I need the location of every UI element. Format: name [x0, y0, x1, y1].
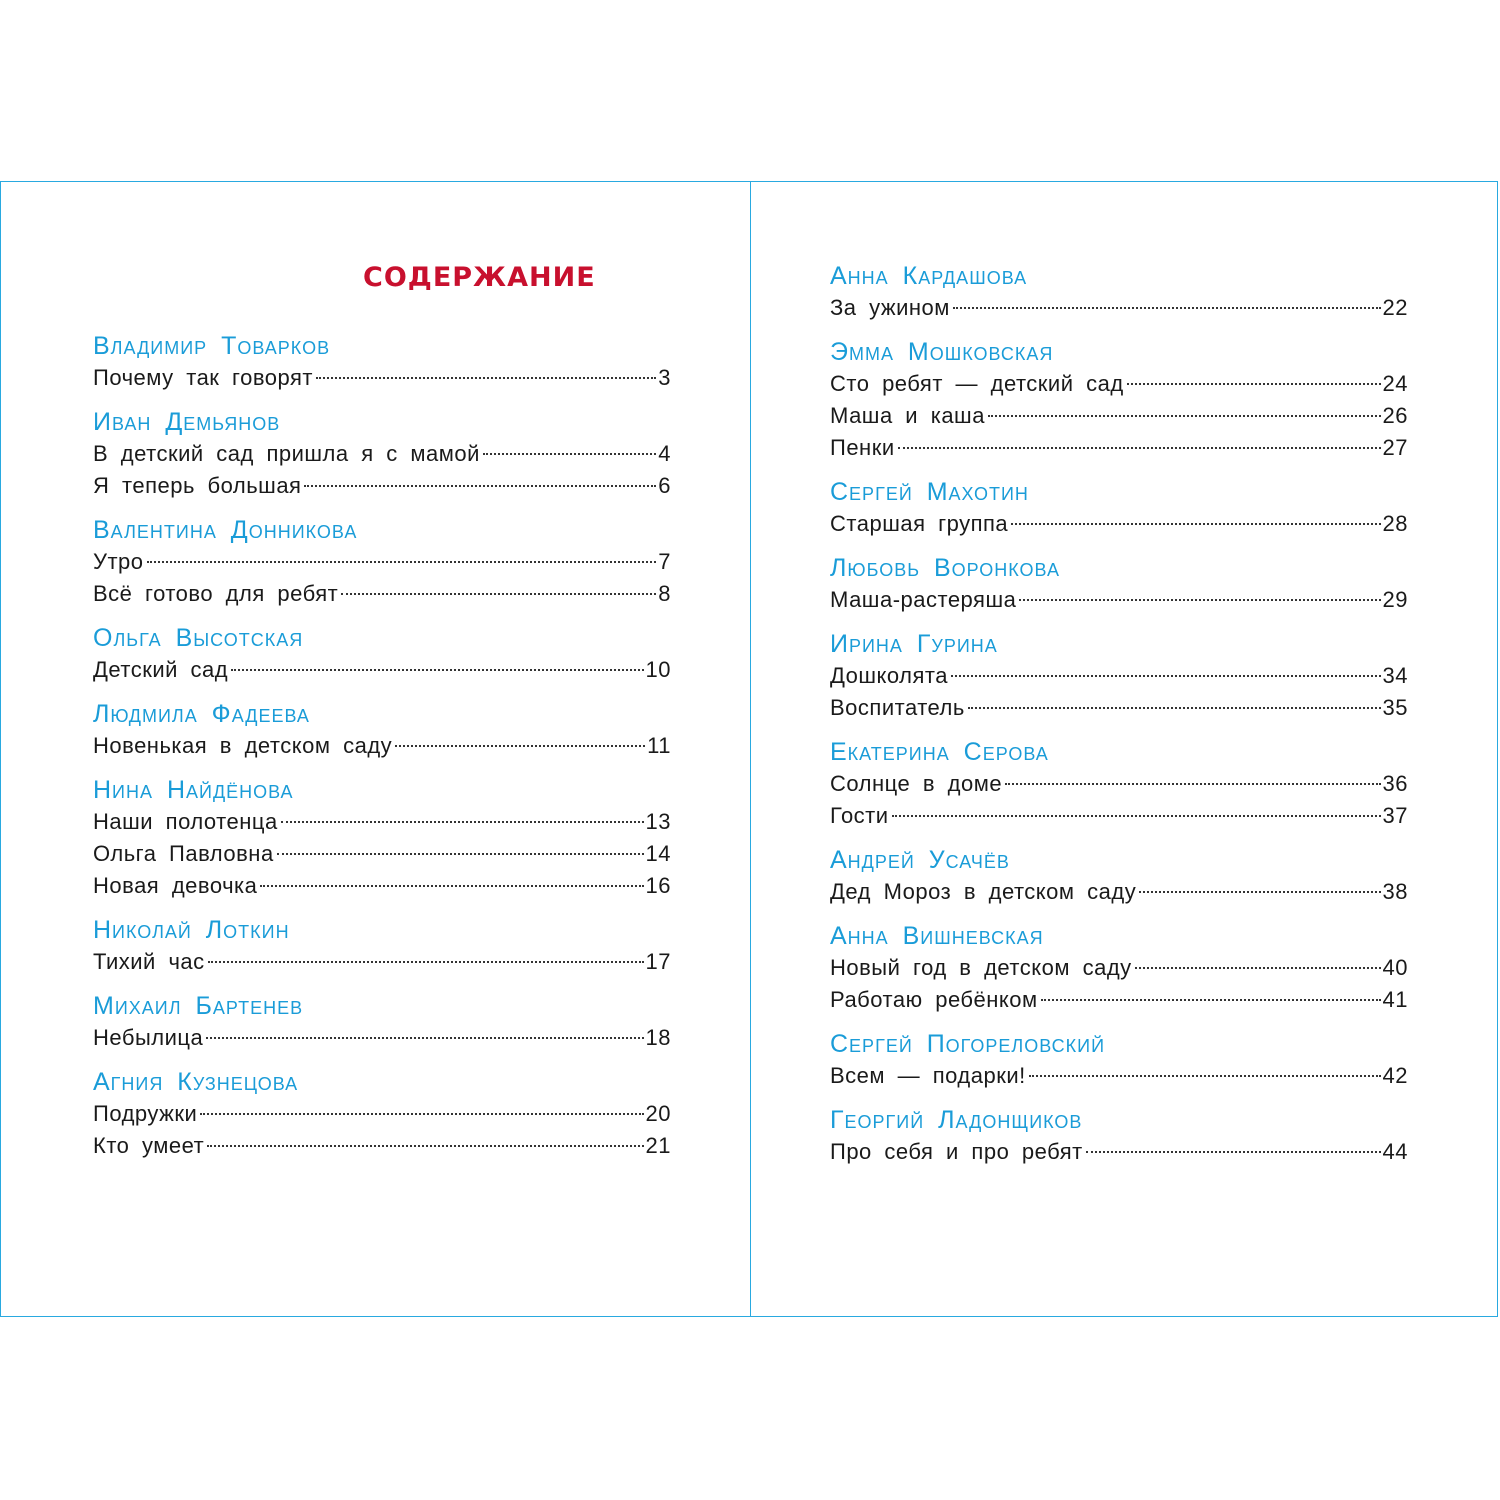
author-name: Нина Найдёнова	[93, 776, 294, 804]
dot-leader	[1011, 523, 1380, 525]
entry-page-number: 34	[1382, 663, 1408, 688]
entry-title: Про себя и про ребят	[830, 1139, 1083, 1164]
author-group	[93, 914, 671, 978]
author-name: Валентина Донникова	[93, 516, 358, 544]
dot-leader	[341, 593, 656, 595]
toc-entry[interactable]	[93, 838, 671, 870]
entry-page-number: 24	[1382, 371, 1408, 396]
toc-entry[interactable]	[830, 1136, 1408, 1168]
dot-leader	[953, 307, 1381, 309]
dot-leader	[1019, 599, 1380, 601]
entry-title: Солнце в доме	[830, 771, 1003, 796]
entry-page-number: 40	[1382, 955, 1408, 980]
entry-title: Сто ребят — детский сад	[830, 371, 1124, 396]
toc-list-left	[93, 330, 671, 1174]
author-group	[830, 736, 1408, 832]
author-group	[830, 1104, 1408, 1168]
entry-title: Подружки	[93, 1101, 198, 1126]
entry-title: Маша-растеряша	[830, 587, 1017, 612]
entry-title: Наши полотенца	[93, 809, 278, 834]
author-name: Агния Кузнецова	[93, 1068, 299, 1096]
entry-page-number: 27	[1382, 435, 1408, 460]
author-group	[93, 698, 671, 762]
toc-entry[interactable]	[93, 578, 671, 610]
entry-title: Небылица	[93, 1025, 204, 1050]
dot-leader	[1086, 1151, 1381, 1153]
author-name: Екатерина Серова	[830, 738, 1049, 766]
dot-leader	[208, 961, 644, 963]
author-name: Эмма Мошковская	[830, 338, 1054, 366]
author-group	[93, 774, 671, 902]
author-name: Людмила Фадеева	[93, 700, 310, 728]
entry-title: За ужином	[830, 295, 950, 320]
toc-entry[interactable]	[93, 546, 671, 578]
toc-entry[interactable]	[830, 432, 1408, 464]
author-name: Анна Вишневская	[830, 922, 1044, 950]
entry-title: Кто умеет	[93, 1133, 205, 1158]
entry-page-number: 37	[1382, 803, 1408, 828]
author-group	[830, 628, 1408, 724]
dot-leader	[1005, 783, 1380, 785]
entry-page-number: 7	[658, 549, 671, 574]
toc-entry[interactable]	[93, 362, 671, 394]
author-name: Анна Кардашова	[830, 262, 1028, 290]
dot-leader	[147, 561, 657, 563]
entry-title: Дошколята	[830, 663, 948, 688]
dot-leader	[200, 1113, 643, 1115]
entry-title: Я теперь большая	[93, 473, 302, 498]
dot-leader	[207, 1145, 643, 1147]
entry-title: Новый год в детском саду	[830, 955, 1132, 980]
dot-leader	[395, 745, 645, 747]
entry-title: Утро	[93, 549, 144, 574]
entry-page-number: 41	[1382, 987, 1408, 1012]
entry-page-number: 18	[645, 1025, 671, 1050]
page-gutter	[750, 182, 751, 1316]
entry-title: Работаю ребёнком	[830, 987, 1038, 1012]
author-group	[93, 514, 671, 610]
author-name: Николай Лоткин	[93, 916, 290, 944]
toc-entry[interactable]	[830, 800, 1408, 832]
toc-entry[interactable]	[830, 660, 1408, 692]
dot-leader	[892, 815, 1381, 817]
author-name: Михаил Бартенев	[93, 992, 304, 1020]
author-group	[830, 1028, 1408, 1092]
toc-entry[interactable]	[93, 438, 671, 470]
dot-leader	[1127, 383, 1381, 385]
entry-page-number: 6	[658, 473, 671, 498]
dot-leader	[1029, 1075, 1381, 1077]
entry-page-number: 44	[1382, 1139, 1408, 1164]
entry-page-number: 38	[1382, 879, 1408, 904]
author-group	[830, 336, 1408, 464]
dot-leader	[231, 669, 643, 671]
author-group	[93, 406, 671, 502]
toc-entry[interactable]	[93, 946, 671, 978]
entry-title: Новенькая в детском саду	[93, 733, 393, 758]
entry-title: Ольга Павловна	[93, 841, 274, 866]
entry-page-number: 14	[645, 841, 671, 866]
dot-leader	[898, 447, 1381, 449]
toc-entry[interactable]	[830, 368, 1408, 400]
toc-entry[interactable]	[830, 400, 1408, 432]
toc-entry[interactable]	[830, 508, 1408, 540]
toc-entry[interactable]	[93, 1130, 671, 1162]
author-name: Ольга Высотская	[93, 624, 304, 652]
entry-page-number: 22	[1382, 295, 1408, 320]
author-group	[830, 920, 1408, 1016]
toc-entry[interactable]	[830, 1060, 1408, 1092]
entry-page-number: 36	[1382, 771, 1408, 796]
entry-title: Дед Мороз в детском саду	[830, 879, 1137, 904]
entry-page-number: 13	[645, 809, 671, 834]
toc-entry[interactable]	[830, 692, 1408, 724]
entry-page-number: 4	[658, 441, 671, 466]
author-group	[830, 844, 1408, 908]
author-name: Владимир Товарков	[93, 332, 331, 360]
author-name: Георгий Ладонщиков	[830, 1106, 1083, 1134]
entry-title: Пенки	[830, 435, 895, 460]
author-group	[830, 260, 1408, 324]
toc-entry[interactable]	[93, 730, 671, 762]
entry-page-number: 21	[645, 1133, 671, 1158]
entry-title: В детский сад пришла я с мамой	[93, 441, 480, 466]
author-name: Андрей Усачёв	[830, 846, 1010, 874]
entry-title: Старшая группа	[830, 511, 1009, 536]
toc-entry[interactable]	[93, 1022, 671, 1054]
author-group	[93, 622, 671, 686]
entry-title: Маша и каша	[830, 403, 985, 428]
author-name: Любовь Воронкова	[830, 554, 1060, 582]
entry-page-number: 17	[645, 949, 671, 974]
dot-leader	[1139, 891, 1380, 893]
entry-page-number: 20	[645, 1101, 671, 1126]
dot-leader	[316, 377, 656, 379]
entry-page-number: 28	[1382, 511, 1408, 536]
dot-leader	[277, 853, 644, 855]
entry-page-number: 26	[1382, 403, 1408, 428]
dot-leader	[206, 1037, 643, 1039]
dot-leader	[304, 485, 656, 487]
author-group	[830, 552, 1408, 616]
entry-title: Почему так говорят	[93, 365, 313, 390]
entry-page-number: 11	[647, 733, 671, 758]
entry-page-number: 42	[1382, 1063, 1408, 1088]
toc-entry[interactable]	[830, 952, 1408, 984]
entry-page-number: 16	[645, 873, 671, 898]
entry-title: Новая девочка	[93, 873, 258, 898]
toc-entry[interactable]	[830, 984, 1408, 1016]
toc-entry[interactable]	[93, 654, 671, 686]
toc-entry[interactable]	[830, 876, 1408, 908]
author-group	[93, 330, 671, 394]
entry-title: Всё готово для ребят	[93, 581, 339, 606]
entry-page-number: 29	[1382, 587, 1408, 612]
entry-page-number: 3	[658, 365, 671, 390]
entry-page-number: 8	[658, 581, 671, 606]
author-name: Иван Демьянов	[93, 408, 281, 436]
dot-leader	[281, 821, 644, 823]
author-name: Ирина Гурина	[830, 630, 998, 658]
entry-page-number: 35	[1382, 695, 1408, 720]
dot-leader	[260, 885, 643, 887]
dot-leader	[951, 675, 1381, 677]
dot-leader	[1135, 967, 1381, 969]
toc-entry[interactable]	[830, 292, 1408, 324]
author-name: Сергей Махотин	[830, 478, 1029, 506]
toc-entry[interactable]	[93, 806, 671, 838]
dot-leader	[483, 453, 656, 455]
author-group	[830, 476, 1408, 540]
author-group	[93, 990, 671, 1054]
toc-entry[interactable]	[93, 470, 671, 502]
toc-title: СОДЕРЖАНИЕ	[363, 262, 596, 293]
toc-entry[interactable]	[93, 1098, 671, 1130]
toc-entry[interactable]	[830, 768, 1408, 800]
author-name: Сергей Погореловский	[830, 1030, 1106, 1058]
toc-entry[interactable]	[830, 584, 1408, 616]
entry-title: Воспитатель	[830, 695, 965, 720]
entry-title: Всем — подарки!	[830, 1063, 1026, 1088]
book-spread	[0, 181, 1498, 1317]
entry-page-number: 10	[645, 657, 671, 682]
dot-leader	[968, 707, 1381, 709]
entry-title: Детский сад	[93, 657, 229, 682]
entry-title: Гости	[830, 803, 889, 828]
dot-leader	[1041, 999, 1381, 1001]
author-group	[93, 1066, 671, 1162]
toc-entry[interactable]	[93, 870, 671, 902]
entry-title: Тихий час	[93, 949, 205, 974]
dot-leader	[988, 415, 1381, 417]
toc-list-right	[830, 260, 1408, 1180]
